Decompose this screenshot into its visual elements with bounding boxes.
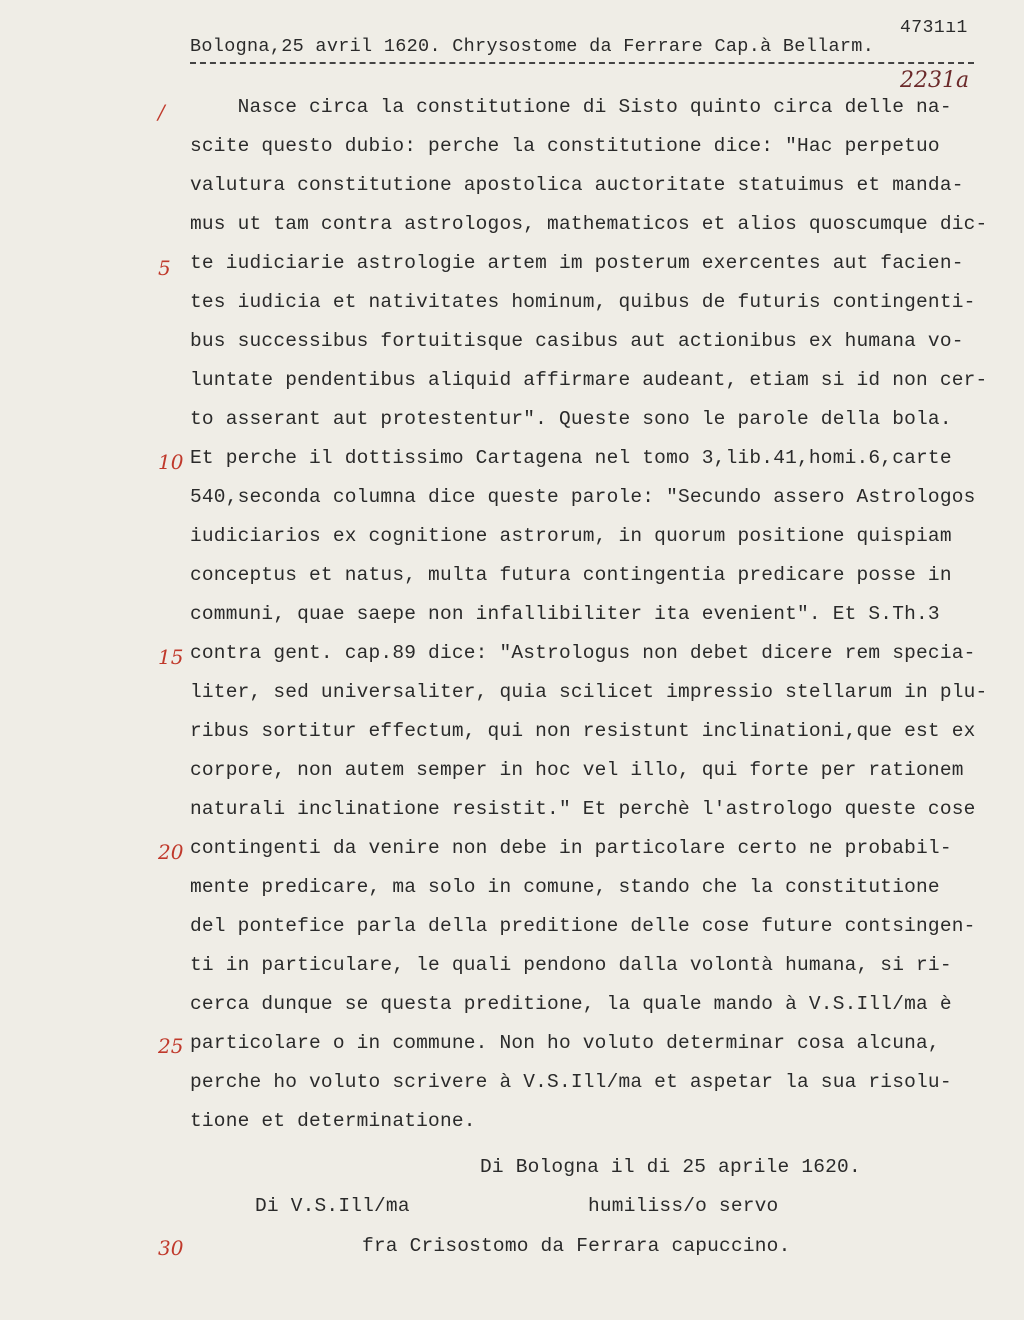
- body-line: cerca dunque se questa preditione, la quale mando à V.S.Ill/ma è: [190, 993, 952, 1015]
- margin-mark-1: /: [158, 100, 165, 124]
- body-line: del pontefice parla della preditione delle cose future contsingen-: [190, 915, 976, 937]
- body-line: particolare o in commune. Non ho voluto determinar cosa alcuna,: [190, 1032, 940, 1054]
- body-line: contingenti da venire non debe in particolare certo ne probabil-: [190, 837, 952, 859]
- header-rule: [190, 62, 974, 64]
- body-line: mente predicare, ma solo in comune, stando che la constitutione: [190, 876, 940, 898]
- body-line: corpore, non autem semper in hoc vel illo, qui forte per rationem: [190, 759, 964, 781]
- margin-line-number-20: 20: [158, 840, 184, 864]
- body-line: ti in particulare, le quali pendono dalla volontà humana, si ri-: [190, 954, 952, 976]
- body-line: tes iudicia et nativitates hominum, quibus de futuris contingenti-: [190, 291, 976, 313]
- body-line: te iudiciarie astrologie artem im posterum exercentes aut facien-: [190, 252, 964, 274]
- servant-line: humiliss/o servo: [588, 1195, 779, 1217]
- body-line: ribus sortitur effectum, qui non resistunt inclinationi,que est ex: [190, 720, 976, 742]
- body-line: 540,seconda columna dice queste parole: "Secundo assero Astrologos: [190, 486, 976, 508]
- body-line: valutura constitutione apostolica auctoritate statuimus et manda-: [190, 174, 964, 196]
- margin-line-number-25: 25: [158, 1034, 184, 1058]
- date-line: Di Bologna il di 25 aprile 1620.: [480, 1156, 861, 1178]
- margin-line-number-5: 5: [158, 256, 171, 280]
- body-line: conceptus et natus, multa futura contingentia predicare posse in: [190, 564, 952, 586]
- body-line: iudiciarios ex cognitione astrorum, in quorum positione quispiam: [190, 525, 952, 547]
- folio-number: 4731ı1: [900, 18, 968, 38]
- body-line: scite questo dubio: perche la constitutione dice: "Hac perpetuo: [190, 135, 940, 157]
- body-line: perche ho voluto scrivere à V.S.Ill/ma et aspetar la sua risolu-: [190, 1071, 952, 1093]
- body-line: to asserant aut protestentur". Queste sono le parole della bola.: [190, 408, 952, 430]
- signature: fra Crisostomo da Ferrara capuccino.: [362, 1235, 791, 1257]
- body-line: luntate pendentibus aliquid affirmare audeant, etiam si id non cer-: [190, 369, 988, 391]
- salutation: Di V.S.Ill/ma: [255, 1195, 410, 1217]
- margin-line-number-10: 10: [158, 450, 184, 474]
- margin-line-number-15: 15: [158, 645, 184, 669]
- document-header: Bologna,25 avril 1620. Chrysostome da Ferrare Cap.à Bellarm.: [190, 36, 875, 57]
- body-line: mus ut tam contra astrologos, mathematicos et alios quoscumque dic-: [190, 213, 988, 235]
- margin-line-number-30: 30: [158, 1236, 184, 1260]
- body-line: liter, sed universaliter, quia scilicet impressio stellarum in plu-: [190, 681, 988, 703]
- body-line: naturali inclinatione resistit." Et perchè l'astrologo queste cose: [190, 798, 976, 820]
- letter-body: [190, 92, 1000, 1145]
- body-line: contra gent. cap.89 dice: "Astrologus non debet dicere rem specia-: [190, 642, 976, 664]
- body-line: communi, quae saepe non infallibiliter ita evenient". Et S.Th.3: [190, 603, 940, 625]
- body-line: Et perche il dottissimo Cartagena nel tomo 3,lib.41,homi.6,carte: [190, 447, 952, 469]
- body-line: bus successibus fortuitisque casibus aut actionibus ex humana vo-: [190, 330, 964, 352]
- handwritten-archive-number: 2231a: [900, 68, 970, 93]
- body-line: Nasce circa la constitutione di Sisto quinto circa delle na-: [190, 96, 952, 118]
- body-line: tione et determinatione.: [190, 1110, 476, 1132]
